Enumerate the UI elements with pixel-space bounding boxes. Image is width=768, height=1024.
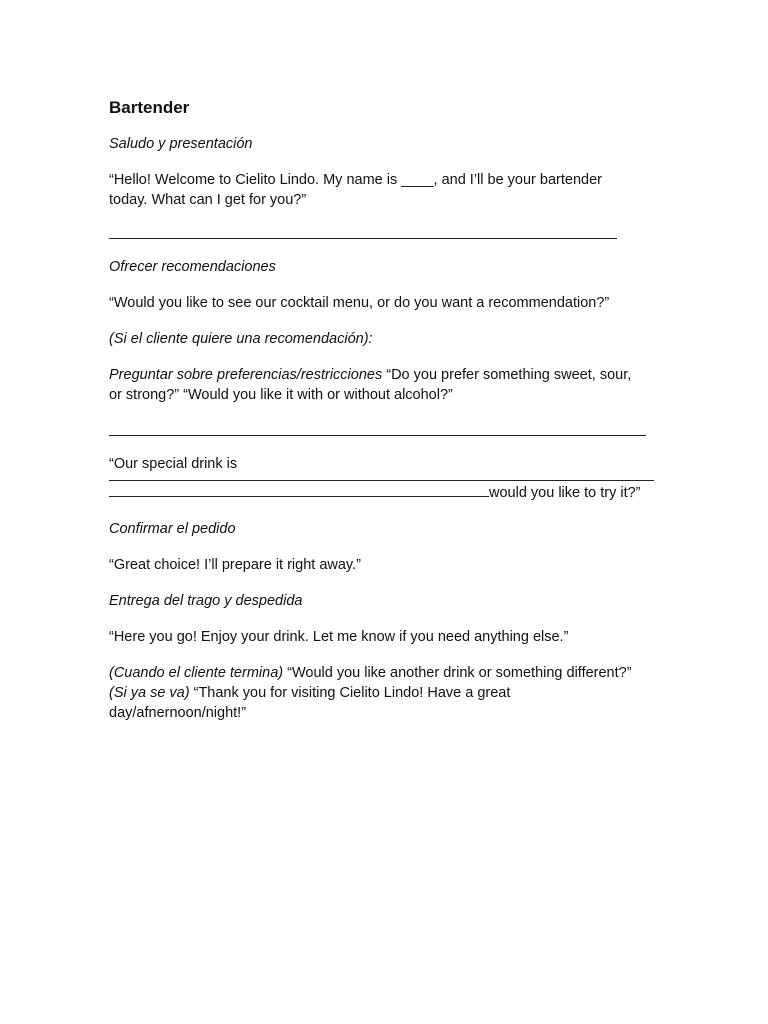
preferences-paragraph	[109, 365, 669, 405]
preferences-line-2: or strong?” “Would you like it with or without alcohol?”	[109, 387, 453, 403]
leave-line-1	[109, 683, 669, 703]
leave-text-1: “Thank you for visiting Cielito Lindo! Have a great	[189, 685, 511, 701]
special-drink-blank-2	[109, 496, 489, 497]
document-title: Bartender	[109, 98, 190, 117]
finish-line	[109, 663, 669, 683]
confirm-text: “Great choice! I’ll prepare it right away.”	[109, 557, 361, 573]
greeting-paragraph	[109, 170, 669, 210]
delivery-text: “Here you go! Enjoy your drink. Let me know if you need anything else.”	[109, 629, 569, 645]
answer-line-1	[109, 238, 617, 239]
answer-line-2	[109, 435, 646, 436]
heading-entrega: Entrega del trago y despedida	[109, 593, 303, 609]
leave-line-2: day/afnernoon/night!”	[109, 705, 247, 721]
heading-saludo: Saludo y presentación	[109, 136, 253, 152]
greeting-line-2: today. What can I get for you?”	[109, 192, 307, 208]
special-drink-intro: “Our special drink is	[109, 456, 238, 472]
closing-paragraph	[109, 663, 669, 723]
preferences-question-1: “Do you prefer something sweet, sour,	[382, 367, 632, 383]
heading-recomendaciones: Ofrecer recomendaciones	[109, 259, 276, 275]
finish-label: (Cuando el cliente termina)	[109, 665, 284, 681]
preferences-line-1	[109, 365, 669, 385]
menu-question: “Would you like to see our cocktail menu, or do you want a recommendation?”	[109, 295, 610, 311]
finish-text: “Would you like another drink or something different?”	[283, 665, 632, 681]
greeting-line-1: “Hello! Welcome to Cielito Lindo. My name is ____, and I’ll be your bartender	[109, 172, 602, 188]
heading-confirmar: Confirmar el pedido	[109, 521, 236, 537]
document-page	[109, 96, 669, 739]
recommendation-note: (Si el cliente quiere una recomendación):	[109, 331, 373, 347]
preferences-label: Preguntar sobre preferencias/restricciones	[109, 367, 383, 383]
special-drink-line-2	[109, 483, 669, 503]
special-drink-paragraph	[109, 454, 669, 503]
special-drink-ending: would you like to try it?”	[489, 485, 641, 501]
leave-label: (Si ya se va)	[109, 685, 190, 701]
special-drink-blank-1	[109, 480, 654, 481]
